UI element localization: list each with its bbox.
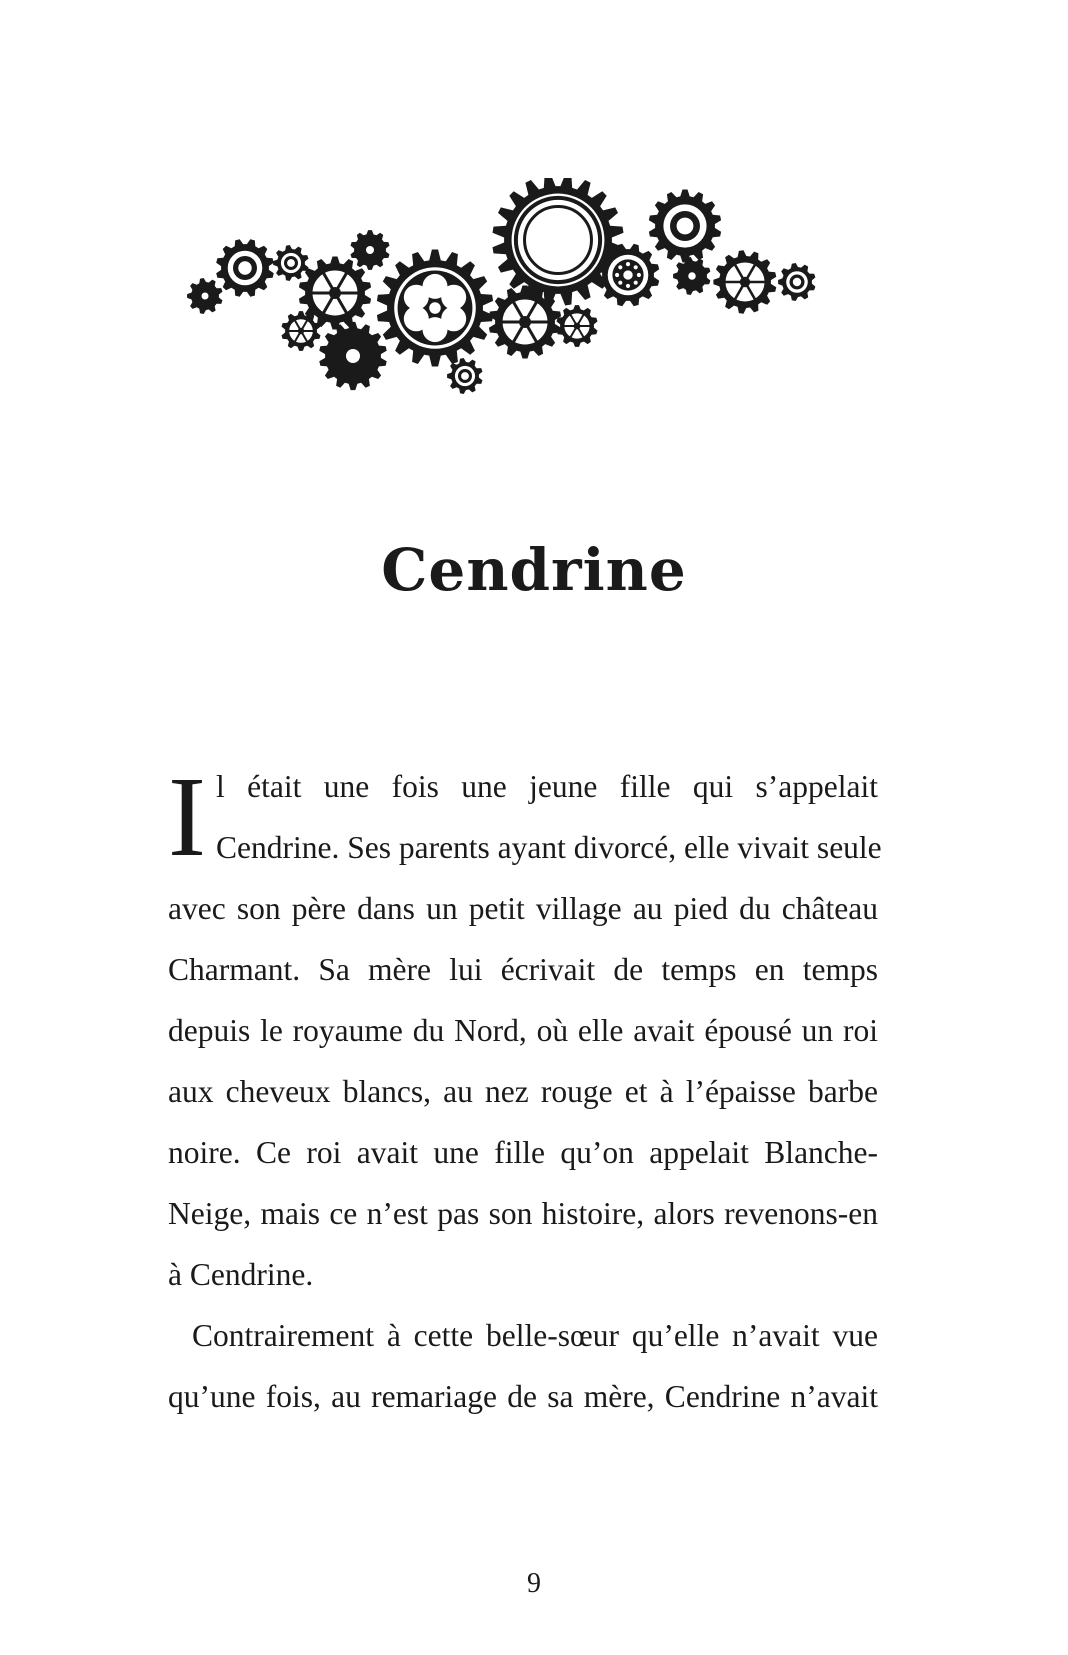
text-line: avec son père dans un petit village au pied du château (168, 891, 878, 926)
chapter-title: Cendrine (381, 536, 687, 604)
text-line: aux cheveux blancs, au nez rouge et à l’épaisse barbe (168, 1074, 878, 1109)
gears-ornament-icon (185, 178, 835, 418)
text-line: à Cendrine. (168, 1257, 314, 1292)
text-line: Cendrine. Ses parents ayant divorcé, elle vivait seule (216, 830, 882, 865)
page-number: 9 (527, 1568, 541, 1599)
text-line: noire. Ce roi avait une fille qu’on appelait Blanche- (168, 1135, 878, 1170)
text-line: depuis le royaume du Nord, où elle avait épousé un roi (168, 1013, 878, 1048)
drop-cap: I (168, 753, 206, 880)
text-line: Charmant. Sa mère lui écrivait de temps en temps (168, 952, 878, 987)
text-line: Contrairement à cette belle-sœur qu’elle n’avait vue (192, 1318, 878, 1353)
chapter-text (168, 753, 882, 1427)
text-line: Neige, mais ce n’est pas son histoire, alors revenons-en (168, 1196, 878, 1231)
text-line: qu’une fois, au remariage de sa mère, Cendrine n’avait (168, 1379, 878, 1414)
text-line: l était une fois une jeune fille qui s’appelait (216, 769, 878, 804)
